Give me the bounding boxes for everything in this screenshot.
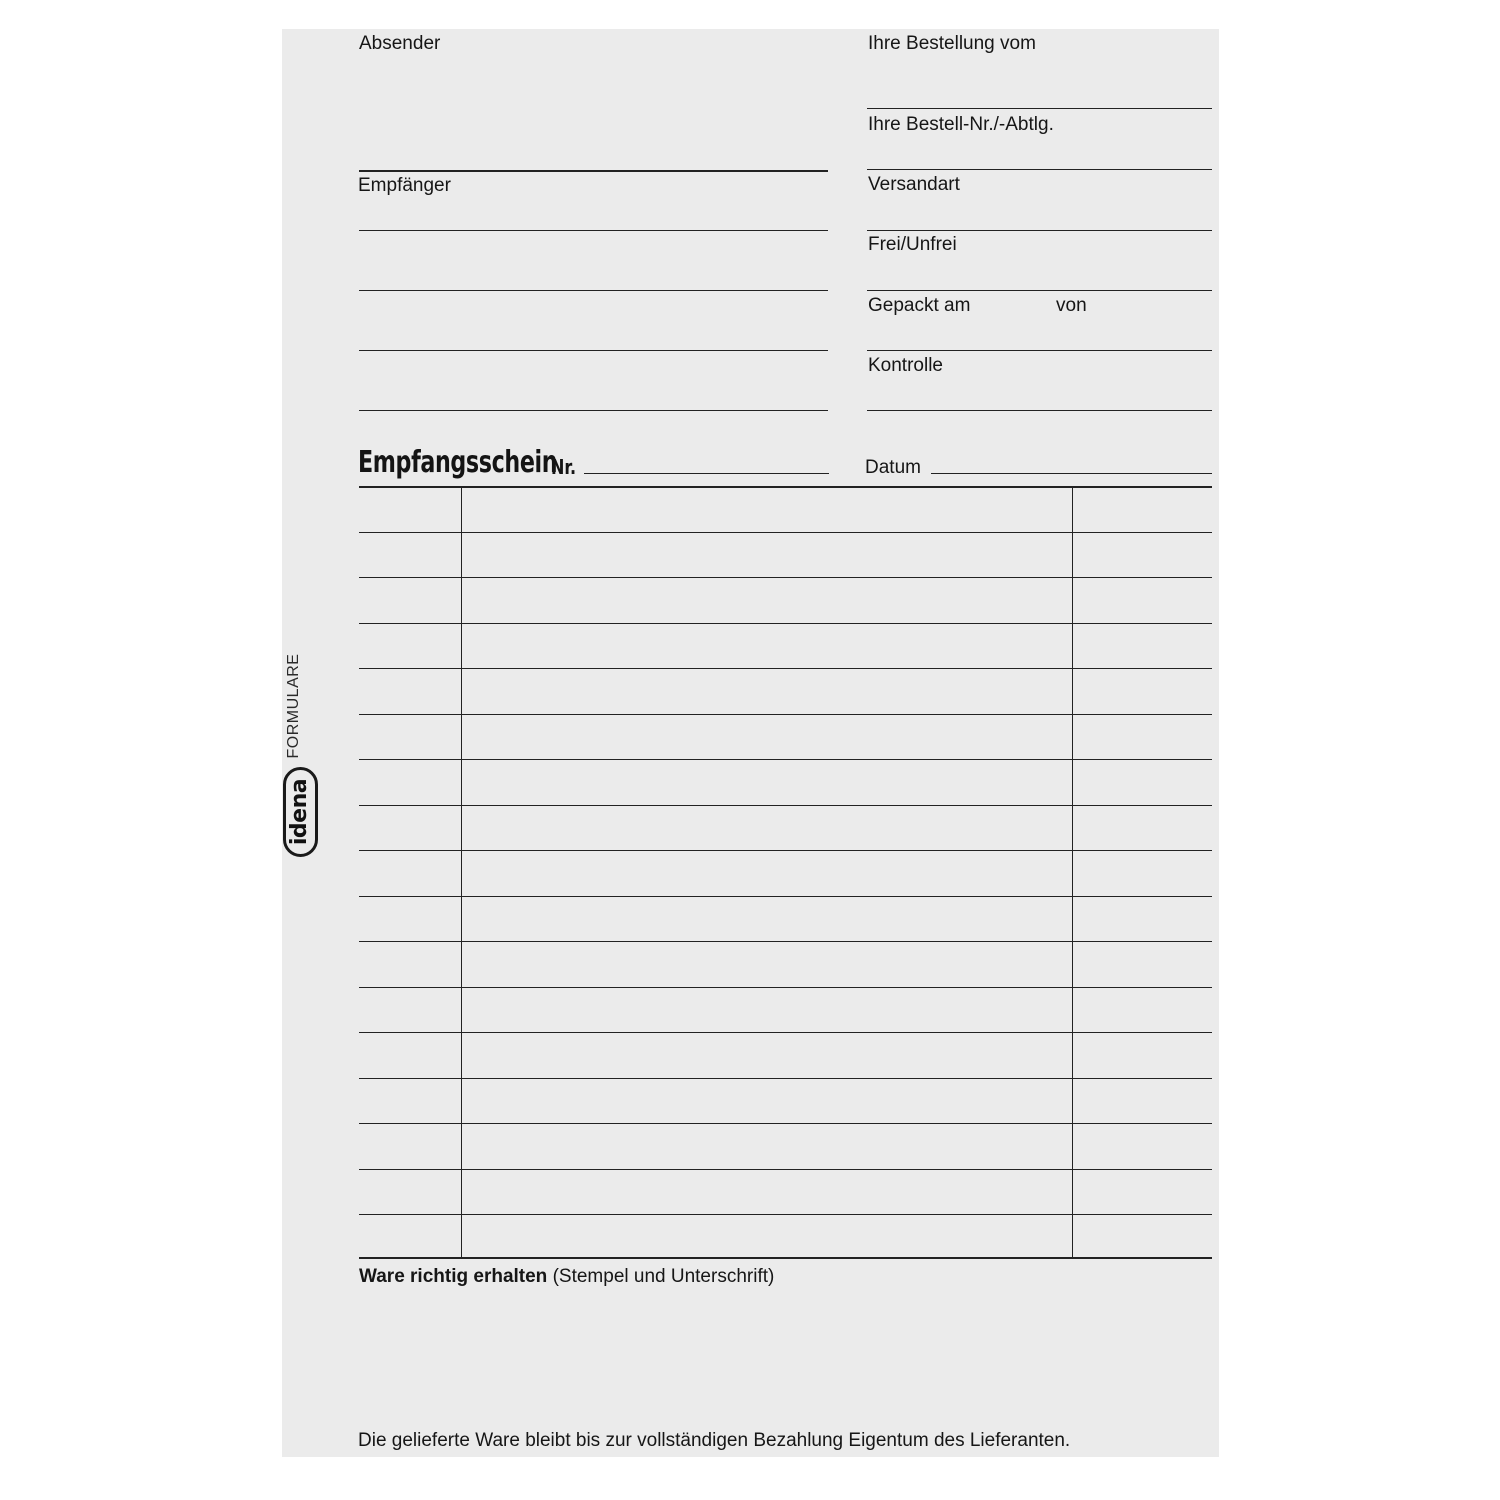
order-date-label: Ihre Bestellung vom — [868, 33, 1036, 54]
recipient-line-2[interactable] — [359, 290, 828, 291]
freight-label: Frei/Unfrei — [868, 234, 957, 255]
document-title: Empfangsschein — [358, 445, 558, 480]
table-row-line — [359, 668, 1212, 669]
table-row-line — [359, 532, 1212, 533]
form-sheet — [282, 29, 1219, 1457]
table-row-line — [359, 896, 1212, 897]
packed-line[interactable] — [867, 350, 1212, 351]
table-column-divider-1 — [461, 486, 462, 1257]
formulare-text: FORMULARE — [285, 653, 302, 759]
recipient-line-3[interactable] — [359, 350, 828, 351]
order-date-line[interactable] — [867, 108, 1212, 109]
table-row-line — [359, 1214, 1212, 1215]
check-line[interactable] — [867, 410, 1212, 411]
order-number-line[interactable] — [867, 169, 1212, 170]
table-row-line — [359, 805, 1212, 806]
table-row-line — [359, 941, 1212, 942]
recipient-line-1[interactable] — [359, 230, 828, 231]
order-number-label: Ihre Bestell-Nr./-Abtlg. — [868, 114, 1054, 135]
table-row-line — [359, 714, 1212, 715]
recipient-line-4[interactable] — [359, 410, 828, 411]
table-row-line — [359, 759, 1212, 760]
recipient-label: Empfänger — [358, 175, 451, 196]
date-line[interactable] — [931, 473, 1212, 474]
packed-on-label: Gepackt am — [868, 295, 971, 316]
table-top-border — [359, 486, 1212, 488]
packed-by-label: von — [1056, 295, 1087, 316]
check-label: Kontrolle — [868, 355, 943, 376]
table-row-line — [359, 1078, 1212, 1079]
table-column-divider-2 — [1072, 486, 1073, 1257]
table-row-line — [359, 577, 1212, 578]
sender-line — [359, 170, 828, 172]
receipt-note-text: (Stempel und Unterschrift) — [552, 1266, 775, 1287]
number-label: Nr. — [551, 455, 577, 479]
shipping-method-label: Versandart — [868, 174, 960, 195]
ownership-notice: Die gelieferte Ware bleibt bis zur vollständigen Bezahlung Eigentum des Lieferanten. — [358, 1430, 1071, 1451]
table-row-line — [359, 623, 1212, 624]
idena-logo — [283, 767, 318, 857]
number-line[interactable] — [584, 473, 829, 474]
table-row-line — [359, 1169, 1212, 1170]
table-row-line — [359, 1032, 1212, 1033]
receipt-bold-text: Ware richtig erhalten — [359, 1266, 548, 1287]
shipping-method-line[interactable] — [867, 230, 1212, 231]
table-row-line — [359, 850, 1212, 851]
table-row-line — [359, 1123, 1212, 1124]
freight-line[interactable] — [867, 290, 1212, 291]
sender-label: Absender — [359, 33, 441, 54]
table-row-line — [359, 987, 1212, 988]
date-label: Datum — [865, 457, 921, 478]
idena-logo-text: idena — [287, 778, 313, 846]
table-bottom-border — [359, 1257, 1212, 1259]
receipt-confirmation — [359, 1266, 774, 1288]
